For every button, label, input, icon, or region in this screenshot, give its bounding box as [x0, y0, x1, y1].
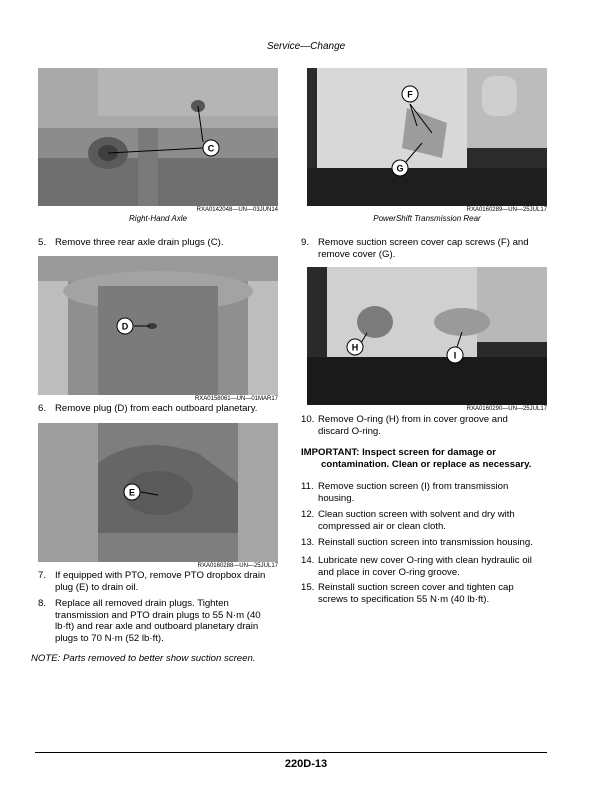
image-ref: RXA0160288—UN—25JUL17 — [197, 563, 278, 569]
callout-e-label: E — [128, 487, 136, 498]
step-14: 14. Lubricate new cover O-ring with clean hydraulic oil and place in cover O-ring groove. — [301, 555, 532, 578]
step-10: 10. Remove O-ring (H) from in cover groove and discard O-ring. — [301, 414, 508, 437]
image-ref: RXA0160290—UN—25JUL17 — [466, 406, 547, 412]
step-15: 15. Reinstall suction screen cover and tighten cap screws to specification 55 N·m (40 lb·ft). — [301, 582, 514, 605]
step-9: 9. Remove suction screen cover cap screws (F) and remove cover (G). — [301, 237, 529, 260]
important-notice: IMPORTANT: Inspect screen for damage or contamination. Clean or replace as necessary. — [301, 447, 532, 470]
step-8: 8. Replace all removed drain plugs. Tighten transmission and PTO drain plugs to 55 N·m (40 lb·ft) and rear axle and outboard planetary drain plugs to 70 N·m (52 lb·ft). — [38, 598, 261, 644]
image-ref: RXA0142048—UN—03JUN14 — [196, 207, 278, 213]
page-number: 220D-13 — [284, 758, 328, 770]
photo-suction-screen — [307, 267, 547, 405]
image-ref: RXA0158061—UN—01MAR17 — [194, 396, 278, 402]
step-7: 7. If equipped with PTO, remove PTO dropbox drain plug (E) to drain oil. — [38, 570, 266, 593]
photo-pto-dropbox — [38, 423, 278, 562]
image-caption: PowerShift Transmission Rear — [373, 214, 481, 223]
step-11: 11. Remove suction screen (I) from transmission housing. — [301, 481, 509, 504]
photo-right-hand-axle — [38, 68, 278, 206]
image-ref: RXA0160289—UN—25JUL17 — [466, 207, 547, 213]
callout-c-label: C — [207, 143, 215, 154]
photo-transmission-rear — [307, 68, 547, 206]
callout-i-label: I — [453, 350, 457, 361]
callout-h-label: H — [351, 342, 359, 353]
page-header: Service—Change — [266, 41, 346, 52]
step-12: 12. Clean suction screen with solvent and dry with compressed air or clean cloth. — [301, 509, 515, 532]
callout-g-label: G — [396, 163, 404, 174]
footer-divider — [35, 752, 547, 753]
note: NOTE: Parts removed to better show suction screen. — [31, 653, 256, 664]
callout-d-label: D — [121, 321, 129, 332]
image-caption: Right-Hand Axle — [129, 214, 187, 223]
step-13: 13. Reinstall suction screen into transmission housing. — [301, 537, 533, 548]
photo-outboard-planetary — [38, 256, 278, 395]
callout-f-label: F — [407, 89, 413, 100]
